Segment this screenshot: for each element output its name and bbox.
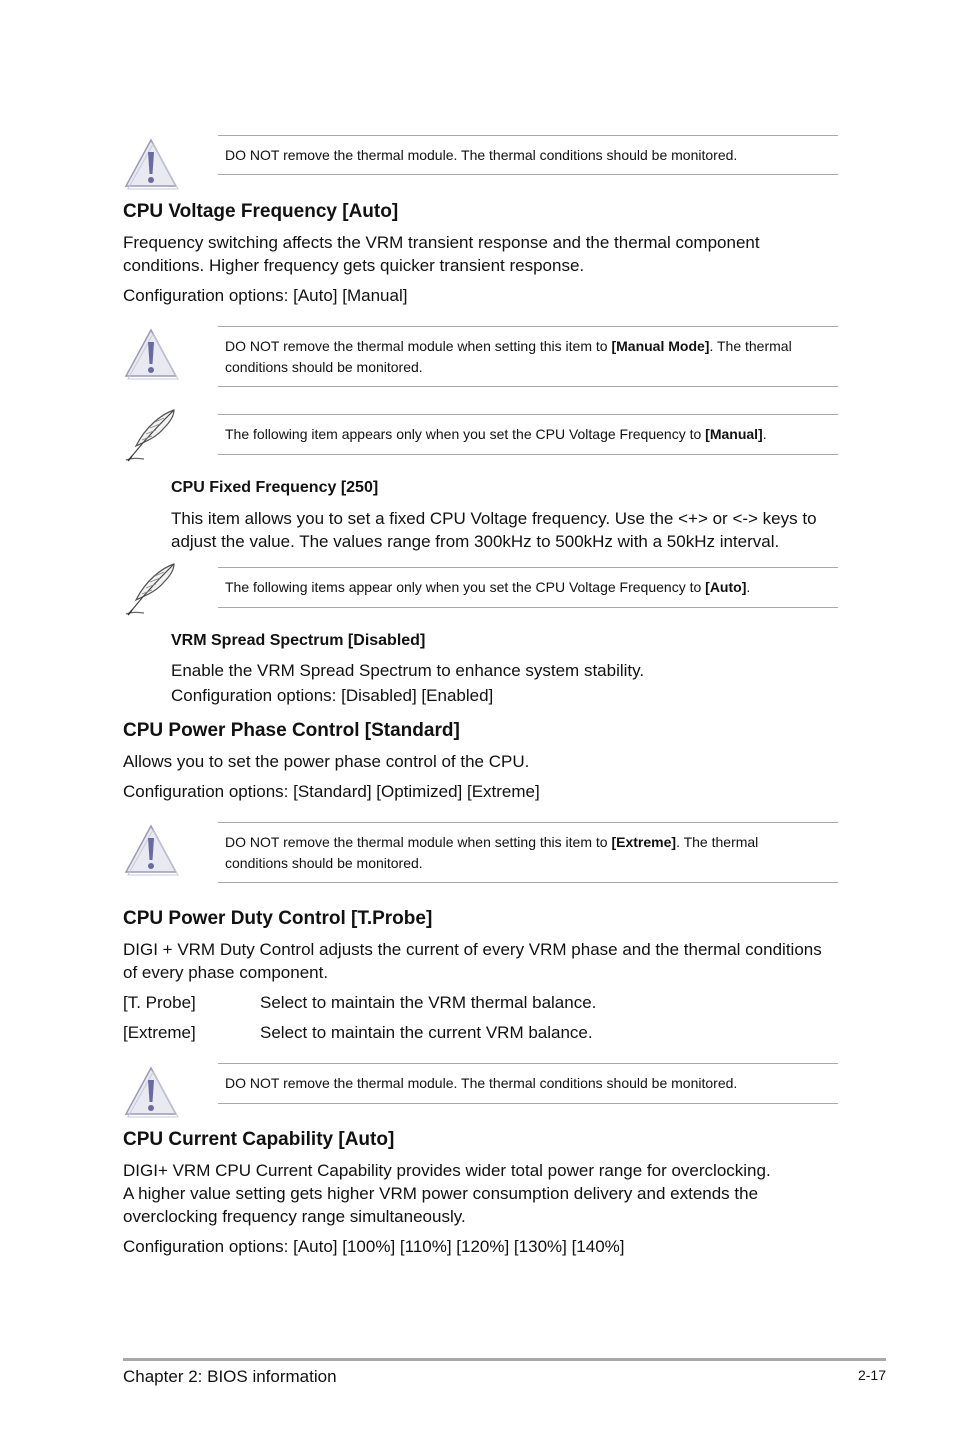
config-options: Configuration options: [Auto] [Manual] (123, 286, 408, 305)
paragraph: adjust the value. The values range from 300kHz to 500kHz with a 50kHz interval. (171, 532, 780, 551)
caution-emphasis: [Manual Mode] (611, 337, 710, 354)
option-key: [Extreme] (123, 1023, 196, 1042)
paragraph: conditions. Higher frequency gets quicker transient response. (123, 256, 585, 275)
note-emphasis: [Manual] (705, 426, 763, 442)
config-options: Configuration options: [Disabled] [Enabled] (171, 686, 494, 705)
config-options: Configuration options: [Auto] [100%] [110%] [120%] [130%] [140%] (123, 1237, 625, 1256)
feather-pen-icon (122, 406, 180, 464)
caution-text: DO NOT remove the thermal module when setting this item to (225, 833, 612, 850)
caution-triangle-icon (122, 1062, 180, 1120)
paragraph: A higher value setting gets higher VRM power consumption delivery and extends the (123, 1184, 759, 1203)
caution-text: conditions should be monitored. (225, 854, 423, 871)
section-title: CPU Current Capability [Auto] (123, 1129, 395, 1150)
section-title: CPU Power Phase Control [Standard] (123, 720, 460, 741)
subsection-title: VRM Spread Spectrum [Disabled] (171, 632, 426, 649)
paragraph: DIGI+ VRM CPU Current Capability provides wider total power range for overclocking. (123, 1161, 771, 1180)
note-emphasis: [Auto] (705, 579, 747, 595)
paragraph: This item allows you to set a fixed CPU Voltage frequency. Use the <+> or <-> keys to (171, 509, 817, 528)
note-text: . (746, 579, 751, 595)
note-text: . (762, 426, 767, 442)
section-title: CPU Voltage Frequency [Auto] (123, 201, 399, 222)
caution-text: . The thermal (709, 337, 792, 354)
caution-text: DO NOT remove the thermal module. The thermal conditions should be monitored. (225, 146, 738, 163)
note (218, 414, 838, 455)
caution-note (218, 1063, 838, 1104)
paragraph: Allows you to set the power phase control of the CPU. (123, 752, 530, 771)
option-description: Select to maintain the current VRM balance. (260, 1023, 593, 1042)
note-text: The following items appear only when you set the CPU Voltage Frequency to (225, 579, 706, 595)
caution-triangle-icon (122, 324, 180, 382)
note (218, 567, 838, 608)
config-options: Configuration options: [Standard] [Optimized] [Extreme] (123, 782, 540, 801)
paragraph: Frequency switching affects the VRM transient response and the thermal component (123, 233, 760, 252)
option-key: [T. Probe] (123, 993, 196, 1012)
caution-text: DO NOT remove the thermal module when setting this item to (225, 337, 612, 354)
caution-note (218, 135, 838, 175)
feather-pen-icon (122, 560, 180, 618)
caution-text: conditions should be monitored. (225, 358, 423, 375)
chapter-label: Chapter 2: BIOS information (123, 1367, 337, 1386)
caution-emphasis: [Extreme] (611, 833, 677, 850)
subsection-title: CPU Fixed Frequency [250] (171, 479, 379, 496)
paragraph: Enable the VRM Spread Spectrum to enhance system stability. (171, 661, 645, 680)
caution-triangle-icon (122, 134, 180, 192)
caution-note (218, 822, 838, 883)
note-text: The following item appears only when you set the CPU Voltage Frequency to (225, 426, 706, 442)
caution-text: DO NOT remove the thermal module. The thermal conditions should be monitored. (225, 1075, 738, 1091)
footer-divider (123, 1358, 886, 1361)
caution-triangle-icon (122, 820, 180, 878)
paragraph: overclocking frequency range simultaneously. (123, 1207, 466, 1226)
section-title: CPU Power Duty Control [T.Probe] (123, 908, 433, 929)
paragraph: DIGI + VRM Duty Control adjusts the current of every VRM phase and the thermal conditions (123, 940, 822, 959)
page-number: 2-17 (857, 1367, 886, 1383)
paragraph: of every phase component. (123, 963, 329, 982)
caution-note (218, 326, 838, 387)
caution-text: . The thermal (676, 833, 759, 850)
option-description: Select to maintain the VRM thermal balance. (260, 993, 597, 1012)
